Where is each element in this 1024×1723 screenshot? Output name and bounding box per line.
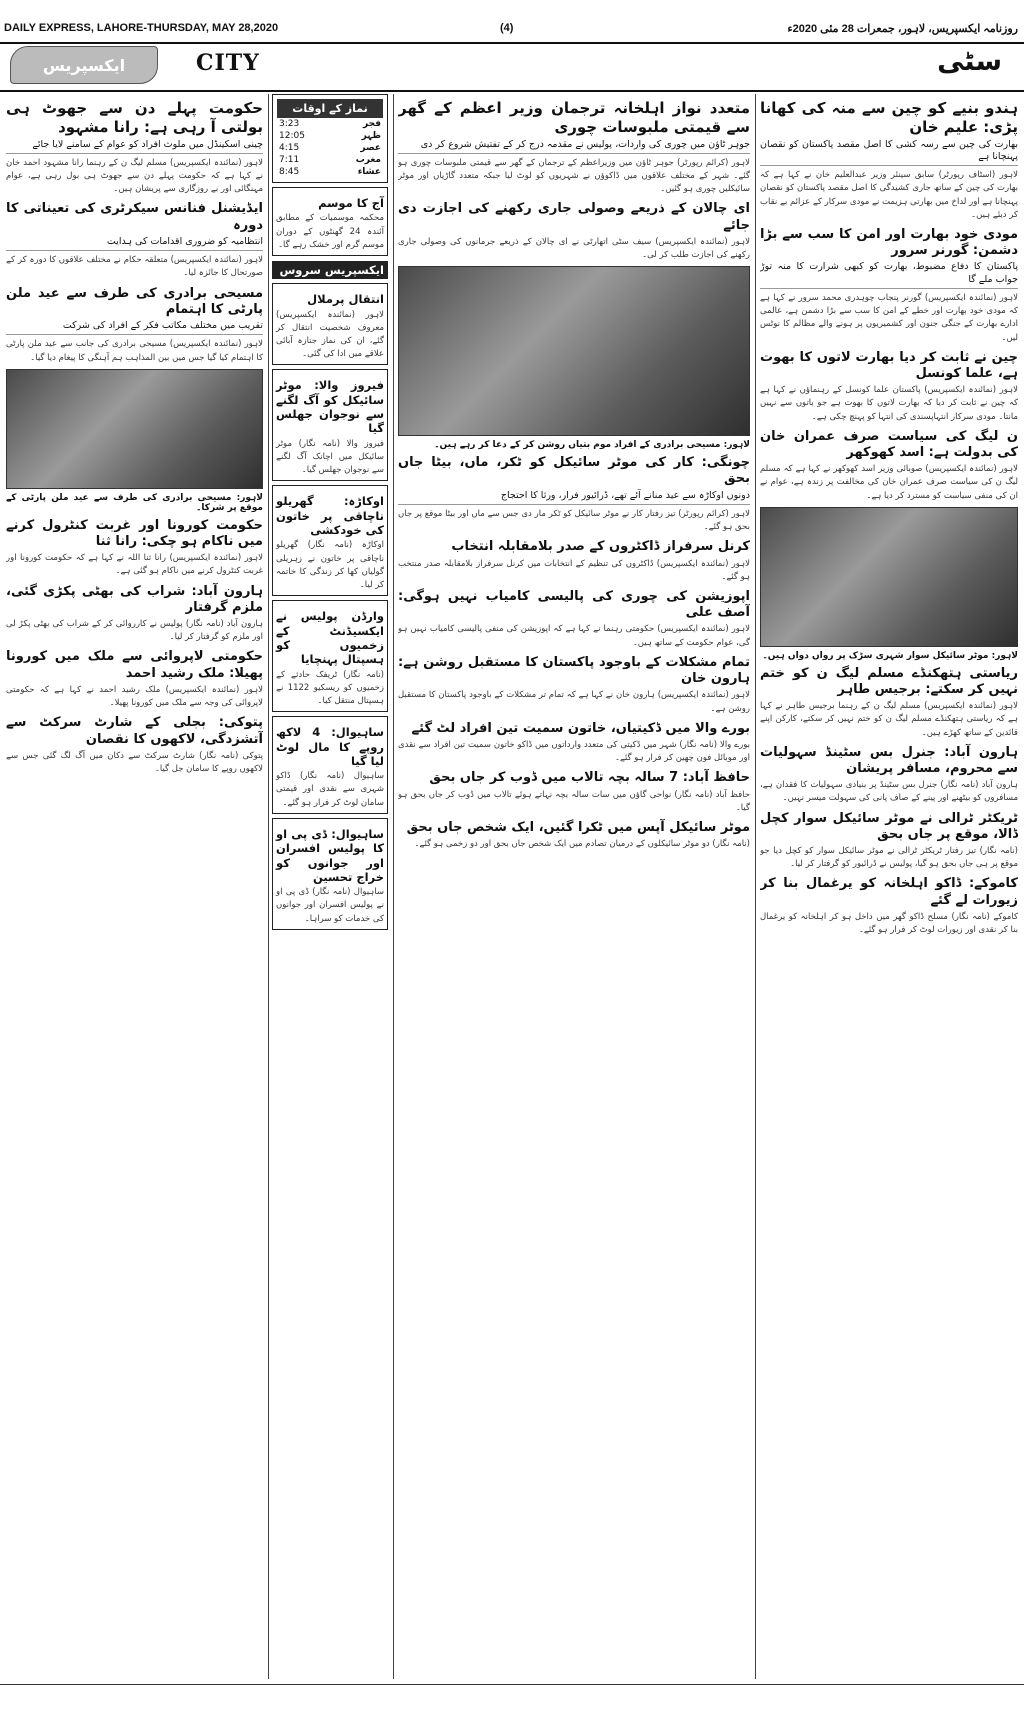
column-divider — [268, 94, 269, 1679]
article-headline: ہارون آباد: شراب کی بھٹی پکڑی گئی، ملزم گرفتار — [6, 583, 263, 615]
article-headline: کرنل سرفراز ڈاکٹروں کے صدر بلامقابلہ انتخاب — [451, 539, 750, 555]
news-article — [6, 518, 263, 579]
news-article — [398, 820, 750, 851]
article-headline: ٹریکٹر ٹرالی نے موٹر سائیکل سوار کچل ڈالا، موقع پر جاں بحق — [760, 810, 1018, 842]
prayer-time-row — [277, 130, 383, 142]
brief-body: (نامہ نگار) ٹریفک حادثے کے زخمیوں کو ریسکیو 1122 نے ہسپتال منتقل کیا۔ — [276, 669, 384, 706]
prayer-name: عصر — [360, 143, 381, 153]
news-article — [398, 589, 750, 650]
photo-caption: لاہور: مسیحی برادری کے افراد موم بتیاں روشن کر کے دعا کر رہے ہیں۔ — [434, 440, 750, 451]
news-brief — [272, 283, 388, 365]
news-article — [6, 99, 263, 196]
news-article — [760, 745, 1018, 806]
column-divider — [393, 94, 394, 1679]
article-headline: اپوزیشن کی چوری کی پالیسی کامیاب نہیں ہوگی: آصف علی — [398, 588, 750, 621]
prayer-time-row — [277, 142, 383, 154]
weather-box — [272, 187, 388, 256]
article-subheadline: چینی اسکینڈل میں ملوث افراد کو عوام کے سامنے لایا جائے — [6, 139, 263, 154]
prayer-name: عشاء — [357, 167, 381, 177]
news-brief — [272, 716, 388, 814]
brief-body: ساہیوال (نامہ نگار) ڈی پی او نے پولیس افسران اور جوانوں کی خدمات کو سراہا۔ — [276, 887, 384, 924]
news-article — [760, 811, 1018, 872]
brief-headline: وارڈن پولیس نے ایکسیڈنٹ کے زخمیوں کو ہسپتال پہنچایا — [276, 609, 384, 667]
prayer-name: فجر — [363, 119, 381, 129]
article-headline: ہارون آباد: جنرل بس سٹینڈ سہولیات سے محروم، مسافر پریشان — [760, 744, 1018, 777]
article-body: لاہور (نمائندہ ایکسپریس) متعلقہ حکام نے مختلف علاقوں کا دورہ کر کے صورتحال کا جائزہ لیا۔ — [6, 255, 263, 279]
news-photo — [398, 266, 750, 436]
news-photo — [760, 507, 1018, 647]
brief-body: لاہور (نمائندہ ایکسپریس) معروف شخصیت انتقال کر گئے، ان کی نماز جنازہ آبائی علاقے میں ادا کی گئی۔ — [276, 309, 384, 360]
brief-headline: ساہیوال: ڈی پی او کا پولیس افسران اور جوانوں کو خراج تحسین — [276, 826, 384, 884]
express-logo: ایکسپریس — [10, 46, 158, 84]
article-subheadline: پاکستان کا دفاع مضبوط، بھارت کو کبھی شرارت کا منہ توڑ جواب ملے گا — [760, 261, 1018, 289]
photo-caption: لاہور: مسیحی برادری کی طرف سے عید ملن پارٹی کے موقع پر شرکا۔ — [6, 492, 263, 513]
article-headline: موٹر سائیکل آپس میں ٹکرا گئیں، ایک شخص جاں بحق — [406, 819, 750, 835]
article-body: لاہور (کرائم رپورٹر) تیز رفتار کار نے موٹر سائیکل کو ٹکر مار دی جس سے ماں اور بیٹا موقع پر جاں بحق ہو گئے۔ — [398, 509, 750, 533]
brief-headline: فیروز والا: موٹر سائیکل کو آگ لگنے سے نوجوان جھلس گیا — [276, 378, 384, 436]
article-headline: حافظ آباد: 7 سالہ بچہ تالاب میں ڈوب کر جاں بحق — [429, 770, 750, 786]
article-subheadline: انتظامیہ کو ضروری اقدامات کی ہدایت — [6, 236, 263, 251]
news-article — [398, 455, 750, 534]
prayer-time-row — [277, 118, 383, 130]
article-body: حافظ آباد (نامہ نگار) نواحی گاؤں میں سات سالہ بچہ نہاتے ہوئے تالاب میں ڈوب کر جاں بحق ہو گیا۔ — [398, 789, 750, 813]
news-brief — [272, 818, 388, 930]
prayer-name: مغرب — [355, 155, 381, 165]
article-body: لاہور (نمائندہ ایکسپریس) ملک رشید احمد نے کہا ہے کہ حکومتی لاپروائی کی وجہ سے ملک میں کورونا پھیلا۔ — [6, 684, 263, 709]
news-article — [398, 770, 750, 815]
news-article — [760, 429, 1018, 503]
news-brief — [272, 369, 388, 481]
prayer-time: 7:11 — [279, 155, 300, 165]
prayer-time: 4:15 — [279, 143, 300, 153]
article-body: لاہور (نمائندہ ایکسپریس) صوبائی وزیر اسد کھوکھر نے کہا ہے کہ مسلم لیگ ن کی سیاست صرف عمران خان کی مخالفت پر زندہ ہے، عوام نے ان کی منفی سیاست کو مسترد کر دیا ہے۔ — [760, 464, 1018, 501]
prayer-name: ظہر — [361, 131, 381, 141]
article-body: لاہور (نمائندہ ایکسپریس) رانا ثنا اللہ نے کہا ہے کہ حکومت کورونا اور غربت کنٹرول کرنے میں ناکام ہو گئی ہے۔ — [6, 553, 263, 577]
article-body: بورے والا (نامہ نگار) شہر میں ڈکیتی کی متعدد وارداتوں میں ڈاکو خاتون سمیت تین افراد سے نقدی اور موبائل فون چھین کر فرار ہو گئے۔ — [398, 739, 750, 764]
prayer-time: 8:45 — [279, 167, 300, 177]
article-headline: تمام مشکلات کے باوجود پاکستان کا مستقبل روشن ہے: ہارون خان — [398, 654, 750, 687]
brief-body: ساہیوال (نامہ نگار) ڈاکو شہری سے نقدی اور قیمتی سامان لوٹ کر فرار ہو گئے۔ — [276, 771, 384, 808]
top-rule — [0, 42, 1024, 44]
brief-body: فیروز والا (نامہ نگار) موٹر سائیکل میں اچانک آگ لگنے سے نوجوان جھلس گیا۔ — [276, 438, 384, 476]
news-brief — [272, 600, 388, 712]
news-photo — [6, 369, 263, 489]
news-article — [398, 201, 750, 262]
prayer-times-title: نماز کے اوقات — [277, 99, 383, 118]
news-article — [760, 876, 1018, 937]
column-divider — [755, 94, 756, 1679]
news-article — [760, 99, 1018, 222]
service-title: ایکسپریس سروس — [272, 261, 388, 279]
article-headline: بورے والا میں ڈکیتیاں، خاتون سمیت تین افراد لٹ گئے — [411, 720, 750, 736]
section-title-ur: سٹی — [937, 46, 1002, 77]
article-headline: چونگی: کار کی موٹر سائیکل کو ٹکر، ماں، بیٹا جاں بحق — [398, 455, 750, 487]
article-body: پتوکی (نامہ نگار) شارٹ سرکٹ سے دکان میں آگ لگ گئی جس سے لاکھوں روپے کا سامان جل گیا۔ — [6, 750, 263, 774]
prayer-time: 3:23 — [279, 119, 300, 129]
article-body: لاہور (اسٹاف رپورٹر) سابق سینئر وزیر عبدالعلیم خان نے کہا ہے کہ بھارت کی چین کے ساتھ جاری کشیدگی کا اصل مقصد پاکستان کو نقصان پہنچانا ہے اور لداخ میں بھارتی ہزیمت نے مودی سرکار کے عزائم بے نقاب کر دیئے ہیں۔ — [760, 170, 1018, 220]
page-number: (4) — [500, 22, 514, 34]
prayer-times-box — [272, 94, 388, 183]
article-subheadline: دونوں اوکاڑہ سے عید منانے آئے تھے، ڈرائیور فرار، ورثا کا احتجاج — [398, 490, 750, 505]
article-body: لاہور (نمائندہ ایکسپریس) مسیحی برادری کی جانب سے عید ملن پارٹی کا اہتمام کیا گیا جس میں بین المذاہب ہم آہنگی کا پیغام دیا گیا۔ — [6, 339, 263, 363]
news-article — [6, 201, 263, 280]
folio-right: روزنامہ ایکسپریس، لاہور، جمعرات 28 مئی 2020ء — [787, 23, 1018, 35]
brief-headline: انتقال پرملال — [307, 292, 384, 307]
news-article — [6, 649, 263, 710]
news-article — [398, 539, 750, 584]
prayer-time-row — [277, 154, 383, 166]
brief-headline: ساہیوال: 4 لاکھ روپے کا مال لوٹ لیا گیا — [276, 725, 384, 768]
photo-caption: لاہور: موٹر سائیکل سوار شہری سڑک پر رواں دواں ہیں۔ — [762, 650, 1018, 661]
article-body: (نامہ نگار) دو موٹر سائیکلوں کے درمیان تصادم میں ایک شخص جاں بحق اور دو زخمی ہو گئے۔ — [414, 839, 750, 850]
article-headline: ریاستی ہتھکنڈے مسلم لیگ ن کو ختم نہیں کر سکتے: برجیس طاہر — [760, 665, 1018, 698]
brief-body: اوکاڑہ (نامہ نگار) گھریلو ناچاقی پر خاتون نے زہریلی گولیاں کھا کر زندگی کا خاتمہ کر لیا۔ — [276, 540, 384, 590]
article-headline: ای چالان کے ذریعے وصولی جاری رکھنے کی اجازت دی جائے — [398, 201, 750, 233]
folio-left: DAILY EXPRESS, LAHORE-THURSDAY, MAY 28,2020 — [4, 22, 279, 34]
article-headline: متعدد نواز اہلخانہ ترجمان وزیر اعظم کے گھر سے قیمتی ملبوسات چوری — [398, 99, 750, 136]
article-headline: حکومت پہلے دن سے جھوٹ ہی بولتی آ رہی ہے: رانا مشہود — [6, 99, 263, 136]
folio-bar — [0, 22, 1024, 40]
article-headline: پتوکی: بجلی کے شارٹ سرکٹ سے آتشزدگی، لاکھوں کا نقصان — [6, 715, 263, 747]
article-body: لاہور (نمائندہ ایکسپریس) ہارون خان نے کہا ہے کہ تمام تر مشکلات کے باوجود پاکستان کا مستقبل روشن ہے۔ — [398, 690, 750, 714]
prayer-time-row — [277, 166, 383, 178]
article-body: (نامہ نگار) تیز رفتار ٹریکٹر ٹرالی نے موٹر سائیکل سوار کو کچل دیا جو موقع پر ہی جاں بحق ہو گیا، پولیس نے ڈرائیور کو گرفتار کر لیا۔ — [760, 846, 1018, 870]
news-article — [398, 721, 750, 766]
article-headline: حکومت کورونا اور غربت کنٹرول کرنے میں ناکام ہو چکی: رانا ثنا — [6, 517, 263, 549]
bottom-rule — [0, 1684, 1024, 1685]
article-body: ہارون آباد (نامہ نگار) پولیس نے کارروائی کر کے شراب کی بھٹی پکڑ لی اور ملزم کو گرفتار کر لیا۔ — [6, 619, 263, 643]
article-body: لاہور (نمائندہ ایکسپریس) ڈاکٹروں کی تنظیم کے انتخابات میں کرنل سرفراز بلامقابلہ صدر منتخب ہو گئے۔ — [398, 558, 750, 582]
article-subheadline: جوہر ٹاؤن میں چوری کی واردات، پولیس نے مقدمہ درج کر کے تفتیش شروع کر دی — [398, 139, 750, 154]
article-headline: کاموکے: ڈاکو اہلخانہ کو یرغمال بنا کر زیورات لے گئے — [760, 876, 1018, 908]
article-body: لاہور (نمائندہ ایکسپریس) حکومتی رہنما نے کہا ہے کہ اپوزیشن کی منفی پالیسی کامیاب نہیں ہو گی، عوام حکومت کے ساتھ ہیں۔ — [398, 624, 750, 648]
article-headline: مسیحی برادری کی طرف سے عید ملن پارٹی کا اہتمام — [6, 285, 263, 317]
prayer-time: 12:05 — [279, 131, 305, 141]
article-headline: مودی خود بھارت اور امن کا سب سے بڑا دشمن: گورنر سرور — [760, 226, 1018, 259]
masthead — [0, 46, 1024, 90]
article-headline: حکومتی لاپروائی سے ملک میں کورونا پھیلا: ملک رشید احمد — [6, 649, 263, 681]
news-brief — [272, 485, 388, 596]
article-body: لاہور (نمائندہ ایکسپریس) سیف سٹی اتھارٹی نے ای چالان کے ذریعے جرمانوں کی وصولی جاری رکھنے کی اجازت طلب کر لی۔ — [398, 236, 750, 261]
column-4 — [6, 94, 263, 1679]
section-title-en: CITY — [196, 50, 260, 76]
news-article — [398, 655, 750, 716]
news-article — [760, 666, 1018, 740]
article-body: لاہور (نمائندہ ایکسپریس) پاکستان علما کونسل کے رہنماؤں نے کہا ہے کہ چین نے ثابت کر دیا کہ بھارت لاتوں کا بھوت ہے جو باتوں سے نہیں مانتا۔ مودی سرکار انتہاپسندی کی انتہا کو پہنچ چکی ہے۔ — [760, 385, 1018, 422]
news-article — [6, 286, 263, 365]
weather-text: محکمہ موسمیات کے مطابق آئندہ 24 گھنٹوں کے دوران موسم گرم اور خشک رہے گا۔ — [276, 213, 385, 250]
article-body: کاموکے (نامہ نگار) مسلح ڈاکو گھر میں داخل ہو کر اہلخانہ کو یرغمال بنا کر نقدی اور زیورات لوٹ کر فرار ہو گئے۔ — [760, 911, 1018, 936]
column-1 — [760, 94, 1018, 1679]
news-article — [398, 99, 750, 196]
article-headline: ہندو بنیے کو چین سے منہ کی کھانا پڑی: علیم خان — [760, 99, 1018, 136]
news-article — [760, 350, 1018, 424]
article-body: ہارون آباد (نامہ نگار) جنرل بس سٹینڈ پر بنیادی سہولیات کا فقدان ہے، مسافروں کو بیٹھنے اور پینے کے صاف پانی کی سہولت میسر نہیں۔ — [760, 780, 1018, 804]
article-body: لاہور (نمائندہ ایکسپریس) مسلم لیگ ن کے رہنما رانا مشہود احمد خان نے کہا ہے کہ حکومت پہلے دن سے جھوٹ ہی بول رہی ہے، عوام مہنگائی اور بے روزگاری سے پریشان ہیں۔ — [6, 157, 263, 195]
article-subheadline: بھارت کی چین سے رسہ کشی کا اصل مقصد پاکستان کو نقصان پہنچانا ہے — [760, 139, 1018, 167]
article-headline: ایڈیشنل فنانس سیکرٹری کی تعیناتی کا دورہ — [6, 201, 263, 233]
masthead-rule — [0, 90, 1024, 92]
column-3 — [272, 94, 388, 1679]
article-headline: چین نے ثابت کر دیا بھارت لاتوں کا بھوت ہے، علما کونسل — [760, 349, 1018, 381]
news-article — [6, 715, 263, 776]
column-2 — [398, 94, 750, 1679]
article-headline: ن لیگ کی سیاست صرف عمران خان کی بدولت ہے: اسد کھوکھر — [760, 428, 1018, 461]
news-article — [6, 584, 263, 645]
brief-headline: اوکاڑہ: گھریلو ناچاقی پر خاتون کی خودکشی — [276, 494, 384, 538]
article-subheadline: تقریب میں مختلف مکاتب فکر کے افراد کی شرکت — [6, 320, 263, 335]
news-article — [760, 227, 1018, 345]
weather-title: آج کا موسم — [318, 196, 384, 210]
article-body: لاہور (نمائندہ ایکسپریس) مسلم لیگ ن کے رہنما برجیس طاہر نے کہا ہے کہ ریاستی ہتھکنڈے مسلم لیگ ن کو ختم نہیں کر سکتے، کارکن اپنے قائدین کے ساتھ کھڑے ہیں۔ — [760, 701, 1018, 738]
article-body: لاہور (نمائندہ ایکسپریس) گورنر پنجاب چوہدری محمد سرور نے کہا ہے کہ مودی خود بھارت اور خطے کے امن کا سب سے بڑا دشمن ہے، عالمی ادارے بھارت کے جنگی جنون اور کشمیریوں پر ہونے والے مظالم کا نوٹس لیں۔ — [760, 293, 1018, 343]
article-body: لاہور (کرائم رپورٹر) جوہر ٹاؤن میں وزیراعظم کے ترجمان کے گھر سے قیمتی ملبوسات چوری ہو گئے۔ شہر کے مختلف علاقوں میں ڈاکوؤں نے شہریوں کو لوٹ لیا جبکہ متعدد گاڑیاں اور موٹر سائیکلیں چوری ہو گئیں۔ — [398, 157, 750, 195]
